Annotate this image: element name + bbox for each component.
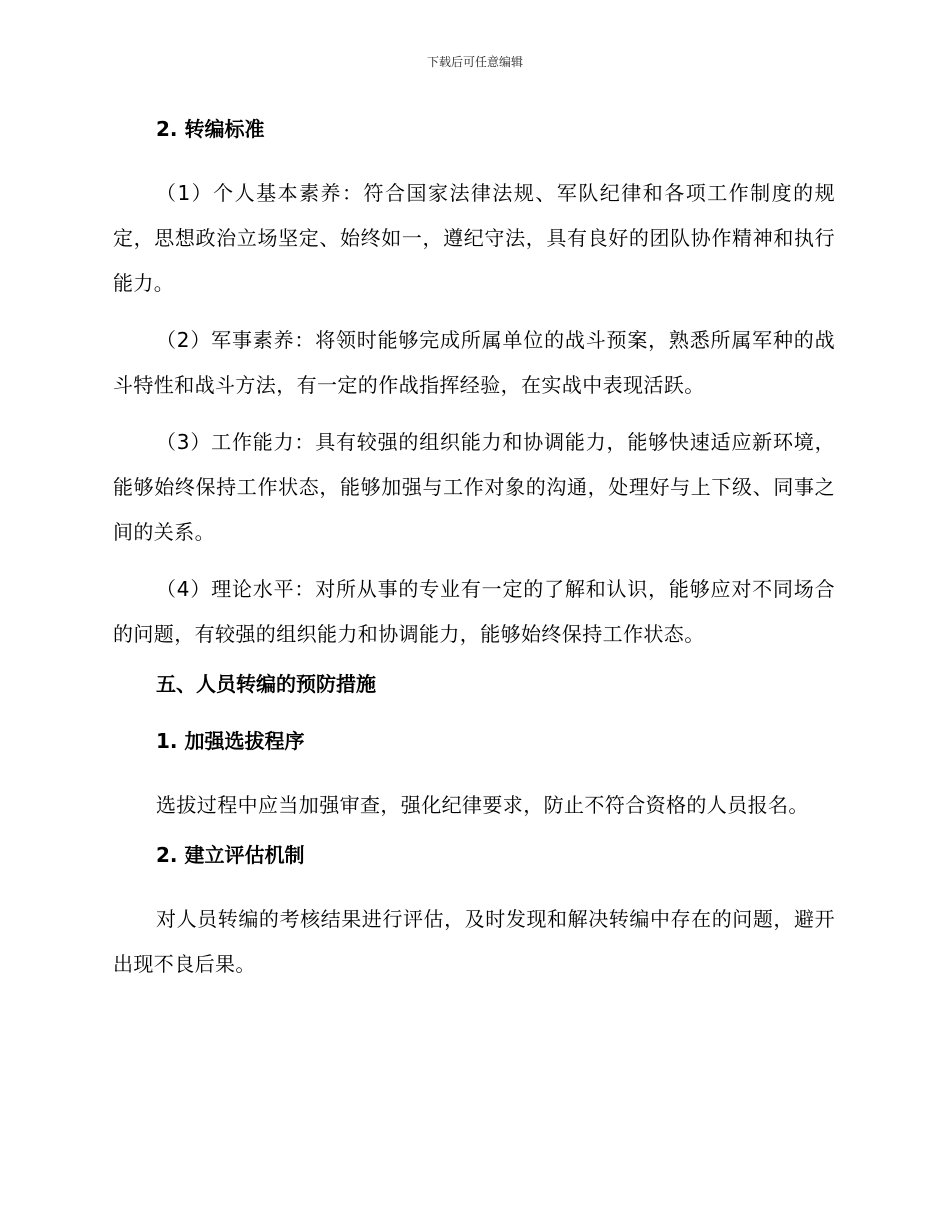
heading-selection-procedure: 1. 加强选拔程序 (156, 729, 305, 753)
heading-transfer-standard: 2. 转编标准 (156, 117, 265, 141)
paragraph-selection: 选拔过程中应当加强审查，强化纪律要求，防止不符合资格的人员报名。 (156, 793, 809, 817)
page-header: 下载后可任意编辑 (426, 55, 523, 69)
heading-prevention-measures: 五、人员转编的预防措施 (156, 672, 376, 696)
paragraph-evaluation: 对人员转编的考核结果进行评估，及时发现和解决转编中存在的问题，避开出现不良后果。 (113, 907, 835, 976)
paragraph-personal-quality: （1）个人基本素养：符合国家法律法规、军队纪律和各项工作制度的规定，思想政治立场坚定、始终如一，遵纪守法，具有良好的团队协作精神和执行能力。 (113, 181, 835, 295)
document-body (113, 114, 835, 999)
paragraph-work-ability: （3）工作能力：具有较强的组织能力和协调能力，能够快速适应新环境，能够始终保持工作状态，能够加强与工作对象的沟通，处理好与上下级、同事之间的关系。 (113, 430, 835, 544)
heading-evaluation-mechanism: 2. 建立评估机制 (156, 843, 305, 867)
paragraph-military-quality: （2）军事素养：将领时能够完成所属单位的战斗预案，熟悉所属军种的战斗特性和战斗方法，有一定的作战指挥经验，在实战中表现活跃。 (113, 328, 835, 397)
paragraph-theory-level: （4）理论水平：对所从事的专业有一定的了解和认识，能够应对不同场合的问题，有较强的组织能力和协调能力，能够始终保持工作状态。 (113, 577, 835, 646)
